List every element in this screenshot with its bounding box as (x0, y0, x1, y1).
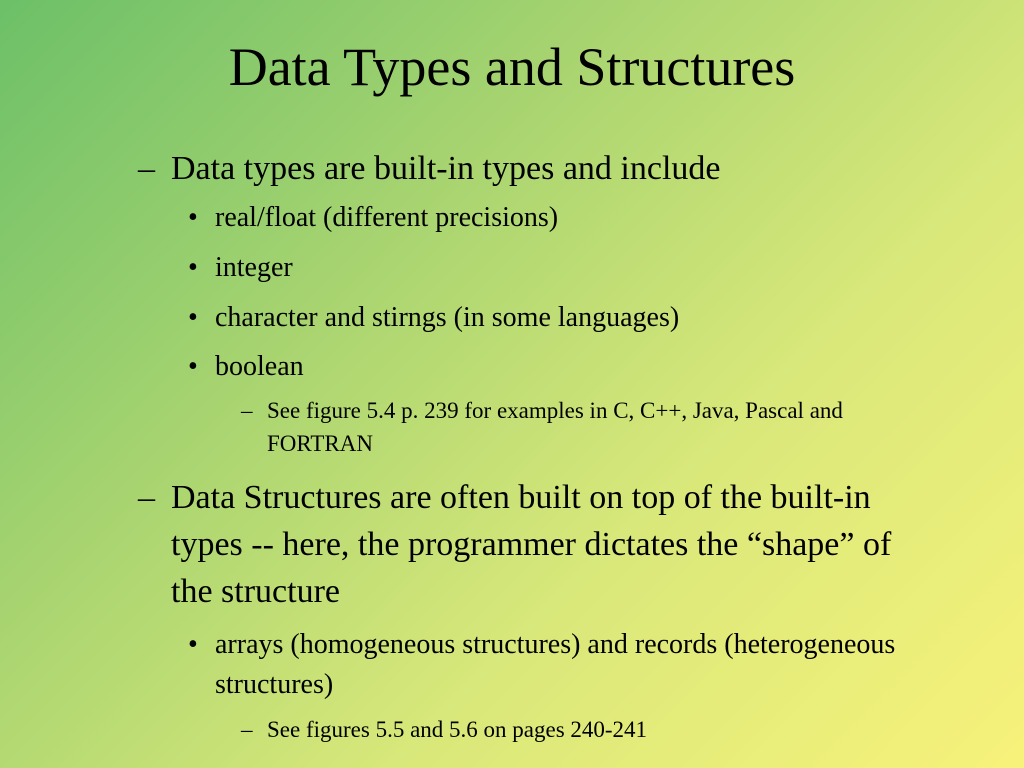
bullet-marker: • (188, 252, 198, 283)
bullet-text: real/float (different precisions) (215, 202, 559, 233)
bullet-marker: • (188, 351, 198, 382)
bullet-text: See figure 5.4 p. 239 for examples in C, C++, Java, Pascal and FORTRAN (267, 398, 843, 456)
slide-title: Data Types and Structures (228, 37, 796, 97)
dash-marker: – (138, 479, 155, 516)
bullet-marker: • (188, 302, 198, 333)
bullet-text: boolean (215, 351, 304, 382)
bullet-marker: • (188, 629, 198, 660)
bullet-text: character and stirngs (in some languages) (215, 302, 680, 333)
bullet-text: integer (215, 252, 293, 283)
dash-marker: – (138, 150, 155, 187)
bullet-text: Data Structures are often built on top of the built-in types -- here, the programmer dictates the “shape” of the structure (171, 479, 892, 610)
bullet-text: arrays (homogeneous structures) and records (heterogeneous structures) (215, 629, 896, 700)
dash-marker: – (241, 398, 253, 423)
bullet-marker: • (188, 202, 198, 233)
bullet-text: Data types are built-in types and include (171, 150, 721, 187)
bullet-text: See figures 5.5 and 5.6 on pages 240-241 (267, 717, 648, 742)
dash-marker: – (241, 717, 253, 742)
